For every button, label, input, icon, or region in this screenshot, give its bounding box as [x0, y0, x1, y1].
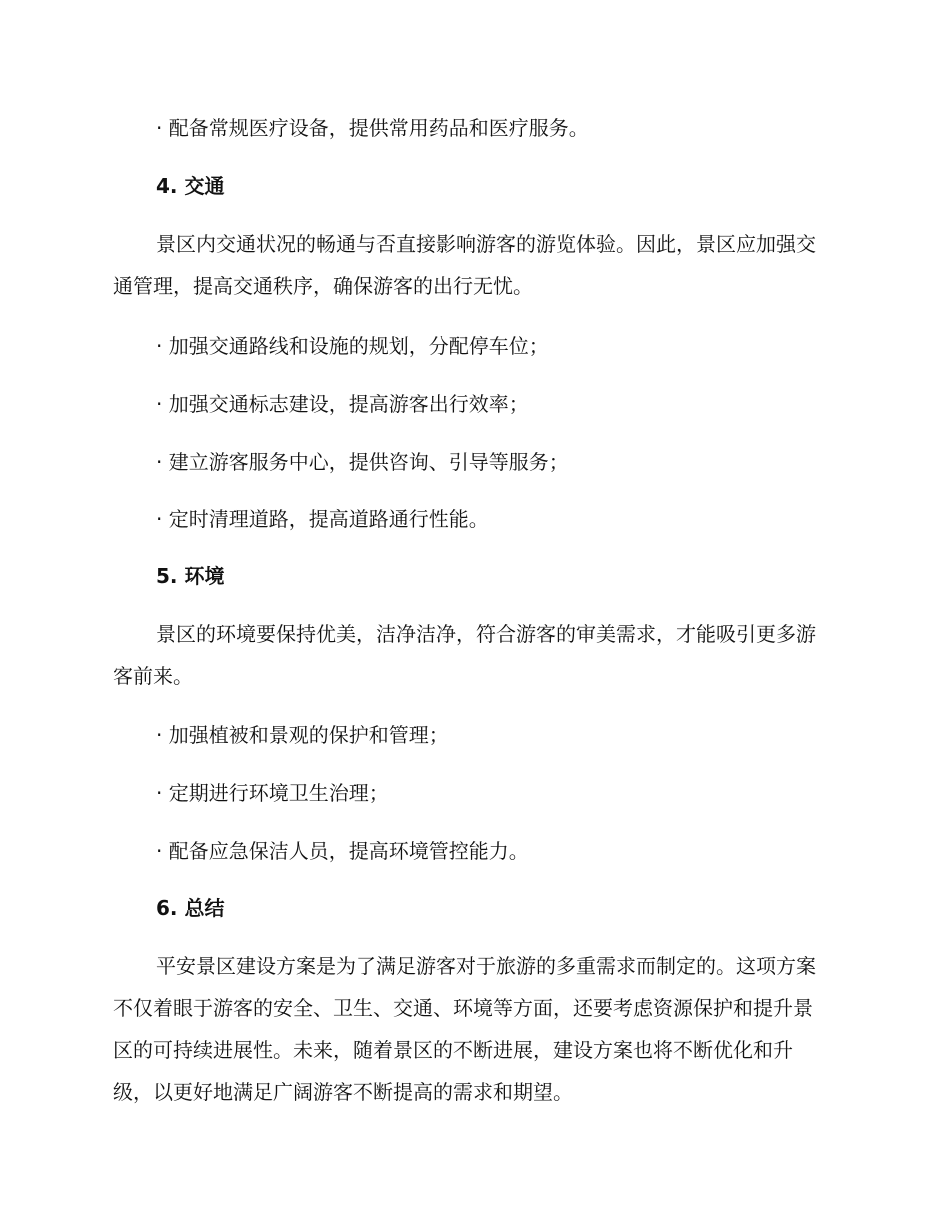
bullet-road-cleaning: · 定时清理道路，提高道路通行性能。	[156, 507, 489, 531]
bullet-medical-equipment: · 配备常规医疗设备，提供常用药品和医疗服务。	[156, 116, 589, 140]
bullet-traffic-signs: · 加强交通标志建设，提高游客出行效率；	[156, 392, 529, 416]
section-paragraph-environment: 景区的环境要保持优美，洁净洁净，符合游客的审美需求，才能吸引更多游客前来。	[113, 622, 816, 688]
bullet-traffic-routes: · 加强交通路线和设施的规划，分配停车位；	[156, 334, 549, 358]
section-paragraph-summary: 平安景区建设方案是为了满足游客对于旅游的多重需求而制定的。这项方案不仅着眼于游客的安全、卫生、交通、环境等方面，还要考虑资源保护和提升景区的可持续进展性。未来，随着景区的不断进展，建设方案也将不断优化和升级，以更好地满足广阔游客不断提高的需求和期望。	[113, 954, 816, 1104]
section-paragraph-traffic: 景区内交通状况的畅通与否直接影响游客的游览体验。因此，景区应加强交通管理，提高交通秩序，确保游客的出行无忧。	[113, 232, 816, 298]
bullet-sanitation: · 定期进行环境卫生治理；	[156, 781, 389, 805]
bullet-vegetation: · 加强植被和景观的保护和管理；	[156, 723, 449, 747]
section-heading-summary: 6. 总结	[156, 896, 225, 920]
section-heading-traffic: 4. 交通	[156, 174, 225, 198]
section-heading-environment: 5. 环境	[156, 564, 225, 588]
bullet-visitor-center: · 建立游客服务中心，提供咨询、引导等服务；	[156, 450, 569, 474]
bullet-cleaning-staff: · 配备应急保洁人员，提高环境管控能力。	[156, 839, 529, 863]
